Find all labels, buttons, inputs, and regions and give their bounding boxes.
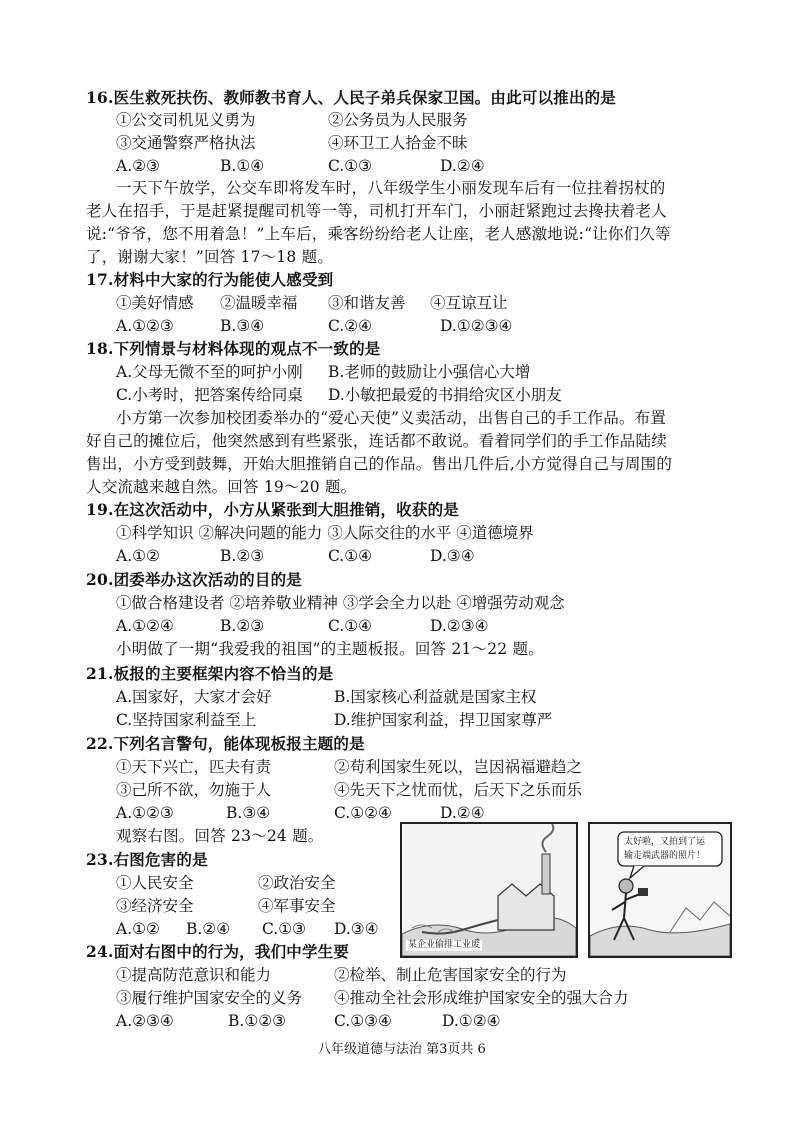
q17-option-b: B.③④ [220, 317, 265, 335]
material-17-18-line-1: 一天下午放学，公交车即将发车时，八年级学生小丽发现车后有一位拄着拐杖的 [116, 179, 666, 197]
q23-item-4: ④军事安全 [258, 897, 336, 915]
q22-option-c: C.①②④ [334, 804, 392, 822]
q21-option-c: C.坚持国家利益至上 [116, 711, 257, 729]
q16-option-c: C.①③ [328, 157, 373, 175]
speech-bubble-line-1: 太好啦，又拍到了运 [624, 837, 706, 847]
speech-bubble-line-2: 输走端武器的照片！ [624, 851, 706, 861]
material-21-22: 小明做了一期“我爱我的祖国”的主题板报。回答 21～22 题。 [116, 640, 544, 658]
q24-item-1: ①提高防范意识和能力 [116, 966, 272, 984]
material-19-20-line-3: 售出，小方受到鼓舞，开始大胆推销自己的作品。售出几件后,小方觉得自己与周围的 [86, 455, 673, 473]
q23-option-d: D.③④ [334, 920, 379, 938]
q19-option-b: B.②③ [220, 547, 265, 565]
q23-item-3: ③经济安全 [116, 897, 194, 915]
q16-option-d: D.②④ [440, 157, 485, 175]
q23-option-a: A.①② [116, 920, 160, 938]
q20-option-c: C.①④ [328, 617, 373, 635]
q17-option-c: C.②④ [328, 317, 373, 335]
material-17-18-line-3: 说:“爷爷，您不用着急！”上车后，乘客纷纷给老人让座，老人感激地说:“让你们久等 [86, 225, 671, 243]
q23-item-1: ①人民安全 [116, 874, 194, 892]
q16-item-1: ①公交司机见义勇为 [116, 111, 256, 129]
q17-item-3: ③和谐友善 [328, 294, 406, 312]
q24-option-b: B.①②③ [228, 1012, 287, 1030]
q19-items: ①科学知识 ②解决问题的能力 ③人际交往的水平 ④道德境界 [116, 524, 534, 542]
page-footer: 八年级道德与法治 第3页共 6 [318, 1042, 486, 1057]
q17-option-d: D.①②③④ [440, 317, 513, 335]
q21-option-b: B.国家核心利益就是国家主权 [334, 688, 537, 706]
q20-option-d: D.②③④ [430, 617, 489, 635]
q19-option-a: A.①② [116, 547, 160, 565]
q22-stem: 22.下列名言警句，能体现板报主题的是 [86, 734, 365, 753]
q23-item-2: ②政治安全 [258, 874, 336, 892]
q24-option-d: D.①②④ [442, 1012, 501, 1030]
q22-item-4: ④先天下之忧而忧，后天下之乐而乐 [334, 781, 583, 799]
factory-illustration [402, 824, 576, 956]
q22-option-a: A.①②③ [116, 804, 174, 822]
q16-option-b: B.①④ [220, 157, 265, 175]
q22-item-2: ②苟利国家生死以，岂因祸福避趋之 [334, 758, 583, 776]
q18-option-d: D.小敏把最爱的书捐给灾区小朋友 [328, 386, 562, 404]
q24-option-a: A.②③④ [116, 1012, 174, 1030]
cartoon-spy-photographer [588, 822, 732, 958]
q19-option-c: C.①④ [328, 547, 373, 565]
q21-option-a: A.国家好，大家才会好 [116, 688, 272, 706]
q24-stem: 24.面对右图中的行为，我们中学生要 [86, 942, 350, 961]
material-19-20-line-2: 好自己的摊位后，他突然感到有些紧张，连话都不敢说。看着同学们的手工作品陆续 [86, 432, 667, 450]
q16-option-a: A.②③ [116, 157, 160, 175]
q17-option-a: A.①②③ [116, 317, 174, 335]
q18-option-a: A.父母无微不至的呵护小刚 [116, 363, 303, 381]
q18-stem: 18.下列情景与材料体现的观点不一致的是 [86, 339, 381, 358]
q20-stem: 20.团委举办这次活动的目的是 [86, 570, 302, 589]
material-19-20-line-4: 人交流越来越自然。回答 19～20 题。 [86, 478, 357, 496]
q23-option-c: C.①③ [262, 920, 307, 938]
material-17-18-line-4: 了，谢谢大家！”回答 17～18 题。 [86, 248, 334, 266]
q16-item-3: ③交通警察严格执法 [116, 134, 256, 152]
q19-option-d: D.③④ [430, 547, 475, 565]
q24-item-2: ②检举、制止危害国家安全的行为 [334, 966, 567, 984]
q18-option-b: B.老师的鼓励让小强信心大增 [328, 363, 531, 381]
q17-item-2: ②温暖幸福 [220, 294, 298, 312]
q22-option-b: B.③④ [226, 804, 271, 822]
q16-item-2: ②公务员为人民服务 [328, 111, 468, 129]
q24-item-4: ④推动全社会形成维护国家安全的强大合力 [334, 989, 629, 1007]
q23-option-b: B.②④ [186, 920, 231, 938]
q20-items: ①做合格建设者 ②培养敬业精神 ③学会全力以赴 ④增强劳动观念 [116, 594, 565, 612]
q24-item-3: ③履行维护国家安全的义务 [116, 989, 303, 1007]
material-17-18-line-2: 老人在招手，于是赶紧提醒司机等一等，司机打开车门，小丽赶紧跑过去搀扶着老人 [86, 202, 667, 220]
q16-item-4: ④环卫工人拾金不昧 [328, 134, 468, 152]
q21-option-d: D.维护国家利益，捍卫国家尊严 [334, 711, 553, 729]
q16-stem: 16.医生救死扶伤、教师教书育人、人民子弟兵保家卫国。由此可以推出的是 [86, 88, 616, 107]
material-19-20-line-1: 小方第一次参加校团委举办的“爱心天使”义卖活动，出售自己的手工作品。布置 [116, 409, 667, 427]
q24-option-c: C.①③④ [334, 1012, 392, 1030]
q20-option-a: A.①②④ [116, 617, 174, 635]
cartoon-factory-pollution [400, 822, 578, 958]
q17-item-4: ④互谅互让 [430, 294, 508, 312]
q22-item-3: ③己所不欲，勿施于人 [116, 781, 272, 799]
q23-stem: 23.右图危害的是 [86, 850, 208, 869]
q22-item-1: ①天下兴亡，匹夫有责 [116, 758, 272, 776]
q17-item-1: ①美好情感 [116, 294, 194, 312]
q22-option-d: D.②④ [440, 804, 485, 822]
q20-option-b: B.②③ [220, 617, 265, 635]
q17-stem: 17.材料中大家的行为能使人感受到 [86, 270, 334, 289]
q21-stem: 21.板报的主要框架内容不恰当的是 [86, 664, 334, 683]
material-23-24: 观察右图。回答 23～24 题。 [116, 827, 324, 845]
factory-caption: 某企业偷排工业废 [408, 940, 481, 950]
q18-option-c: C.小考时，把答案传给同桌 [116, 386, 303, 404]
q19-stem: 19.在这次活动中，小方从紧张到大胆推销，收获的是 [86, 500, 459, 519]
